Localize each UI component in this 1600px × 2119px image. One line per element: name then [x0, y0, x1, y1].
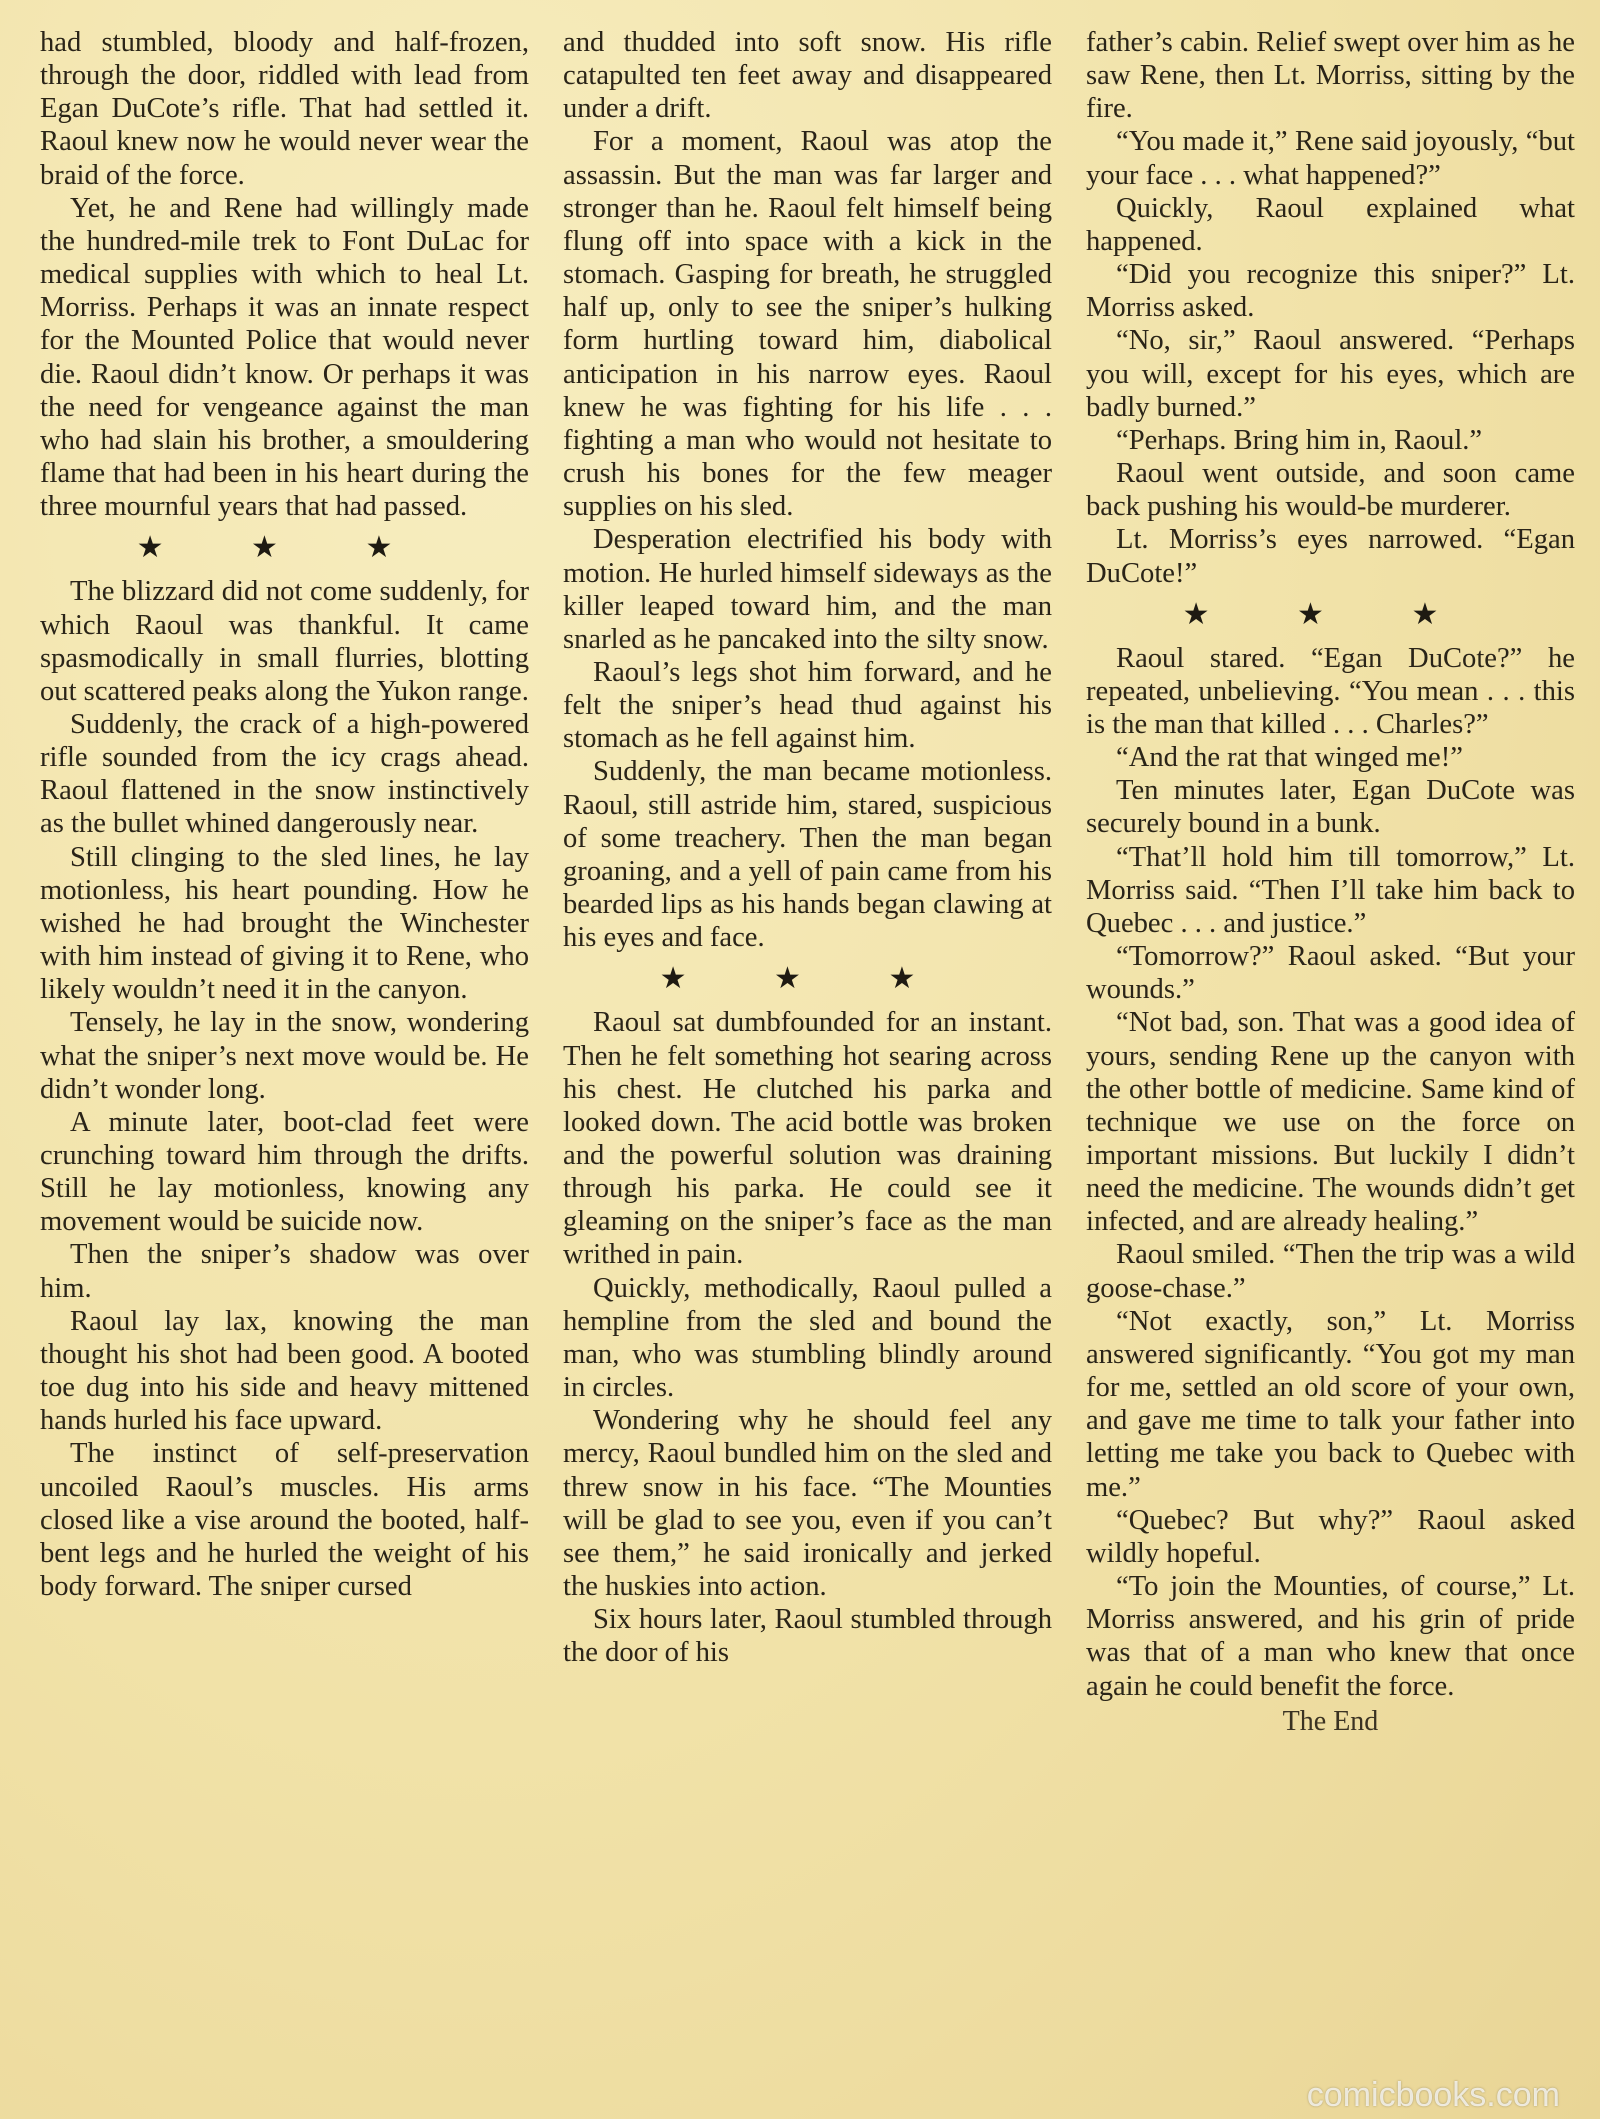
section-break-stars: ★ ★ ★	[136, 531, 433, 565]
paragraph: Then the sniper’s shadow was over him.	[40, 1239, 529, 1304]
paragraph: Raoul’s legs shot him forward, and he felt the sniper’s head thud against his stomach as he fell against him.	[563, 656, 1052, 755]
paragraph: Lt. Morriss’s eyes narrowed. “Egan DuCote!”	[1086, 524, 1575, 589]
column-1	[40, 26, 529, 2106]
paragraph: Suddenly, the crack of a high-powered rifle sounded from the icy crags ahead. Raoul flattened in the snow instinctively as the bullet whined dangerously near.	[40, 708, 529, 840]
paragraph: “That’ll hold him till tomorrow,” Lt. Morriss said. “Then I’ll take him back to Quebec . . . and justice.”	[1086, 841, 1575, 939]
paragraph: Six hours later, Raoul stumbled through the door of his	[563, 1604, 1052, 1669]
paragraph: “To join the Mounties, of course,” Lt. Morriss answered, and his grin of pride was that of a man who knew that once again he could benefit the force.	[1086, 1571, 1575, 1702]
paragraph: “Not exactly, son,” Lt. Morriss answered significantly. “You got my man for me, settled an old score of your own, and gave me time to talk your father into letting me take you back to Quebec with me.”	[1086, 1305, 1575, 1503]
paragraph: Suddenly, the man became motionless. Raoul, still astride him, stared, suspicious of some treachery. Then the man began groaning, and a yell of pain came from his bearded lips as his hands began clawing at his eyes and face.	[563, 756, 1052, 954]
paragraph: The instinct of self-preservation uncoiled Raoul’s muscles. His arms closed like a vise around the booted, half-bent legs and he hurled the weight of his body forward. The sniper cursed	[40, 1438, 529, 1603]
paragraph: “Tomorrow?” Raoul asked. “But your wounds.”	[1086, 941, 1575, 1006]
paragraph: “Quebec? But why?” Raoul asked wildly hopeful.	[1086, 1504, 1575, 1569]
paragraph: Raoul smiled. “Then the trip was a wild goose-chase.”	[1086, 1239, 1575, 1304]
paragraph: Raoul went outside, and soon came back pushing his would-be murderer.	[1086, 458, 1575, 523]
paragraph: Raoul stared. “Egan DuCote?” he repeated, unbelieving. “You mean . . . this is the man that killed . . . Charles?”	[1086, 642, 1575, 740]
paragraph: A minute later, boot-clad feet were crunching toward him through the drifts. Still he lay motionless, knowing any movement would be suicide now.	[40, 1106, 529, 1238]
paragraph: Still clinging to the sled lines, he lay motionless, his heart pounding. How he wished he had brought the Winchester with him instead of giving it to Rene, who likely wouldn’t need it in the canyon.	[40, 841, 529, 1006]
section-break-stars: ★ ★ ★	[659, 962, 956, 996]
paragraph: “No, sir,” Raoul answered. “Perhaps you will, except for his eyes, which are badly burned.”	[1086, 325, 1575, 423]
the-end-label: The End	[1282, 1705, 1379, 1737]
paragraph: had stumbled, bloody and half-frozen, through the door, riddled with lead from Egan DuCote’s rifle. That had settled it. Raoul knew now he would never wear the braid of the force.	[40, 27, 529, 191]
paragraph: For a moment, Raoul was atop the assassin. But the man was far larger and stronger than he. Raoul felt himself being flung off into space with a kick in the stomach. Gasping for breath, he struggled half up, only to see the sniper’s hulking form hurtling toward him, diabolical anticipation in his narrow eyes. Raoul knew he was fighting for his life . . . fighting a man who would not hesitate to crush his bones for the few meager supplies on his sled.	[563, 126, 1052, 523]
paragraph: “And the rat that winged me!”	[1116, 742, 1463, 774]
section-break-stars: ★ ★ ★	[1182, 597, 1479, 631]
paragraph: father’s cabin. Relief swept over him as he saw Rene, then Lt. Morriss, sitting by the fire.	[1086, 27, 1575, 125]
paragraph: Raoul sat dumbfounded for an instant. Then he felt something hot searing across his chest. He clutched his parka and looked down. The acid bottle was broken and the powerful solution was draining through his parka. He could see it gleaming on the sniper’s face as the man writhed in pain.	[563, 1007, 1052, 1271]
paragraph: “You made it,” Rene said joyously, “but your face . . . what happened?”	[1086, 126, 1575, 191]
paragraph: Wondering why he should feel any mercy, Raoul bundled him on the sled and threw snow in his face. “The Mounties will be glad to see you, even if you can’t see them,” he said ironically and jerked the huskies into action.	[563, 1405, 1052, 1603]
paragraph: The blizzard did not come suddenly, for which Raoul was thankful. It came spasmodically in small flurries, blotting out scattered peaks along the Yukon range.	[40, 576, 529, 707]
paragraph: Tensely, he lay in the snow, wondering what the sniper’s next move would be. He didn’t wonder long.	[40, 1007, 529, 1105]
paragraph: Ten minutes later, Egan DuCote was securely bound in a bunk.	[1086, 775, 1575, 840]
paragraph: Yet, he and Rene had willingly made the hundred-mile trek to Font DuLac for medical supplies with which to heal Lt. Morriss. Perhaps it was an innate respect for the Mounted Police that would never die. Raoul didn’t know. Or perhaps it was the need for vengeance against the man who had slain his brother, a smouldering flame that had been in his heart during the three mournful years that had passed.	[40, 192, 529, 523]
paragraph: Raoul lay lax, knowing the man thought his shot had been good. A booted toe dug into his side and heavy mittened hands hurled his face upward.	[40, 1305, 529, 1437]
paragraph: Quickly, Raoul explained what happened.	[1086, 192, 1575, 257]
paragraph: “Did you recognize this sniper?” Lt. Morriss asked.	[1086, 259, 1575, 324]
paragraph: and thudded into soft snow. His rifle catapulted ten feet away and disappeared under a drift.	[563, 27, 1052, 125]
paragraph: “Perhaps. Bring him in, Raoul.”	[1116, 424, 1483, 456]
paragraph: Quickly, methodically, Raoul pulled a hempline from the sled and bound the man, who was stumbling blindly around in circles.	[563, 1272, 1052, 1404]
column-2	[563, 26, 1052, 2106]
watermark: comicbooks.com	[1306, 2076, 1560, 2114]
paragraph: “Not bad, son. That was a good idea of yours, sending Rene up the canyon with the other bottle of medicine. Same kind of technique we use on the force on important missions. But luckily I didn’t need the medicine. The wounds didn’t get infected, and are already healing.”	[1086, 1007, 1575, 1238]
paragraph: Desperation electrified his body with motion. He hurled himself sideways as the killer leaped toward him, and the man snarled as he pancaked into the silty snow.	[563, 524, 1052, 655]
column-3	[1086, 26, 1575, 2106]
page	[40, 26, 1575, 2106]
